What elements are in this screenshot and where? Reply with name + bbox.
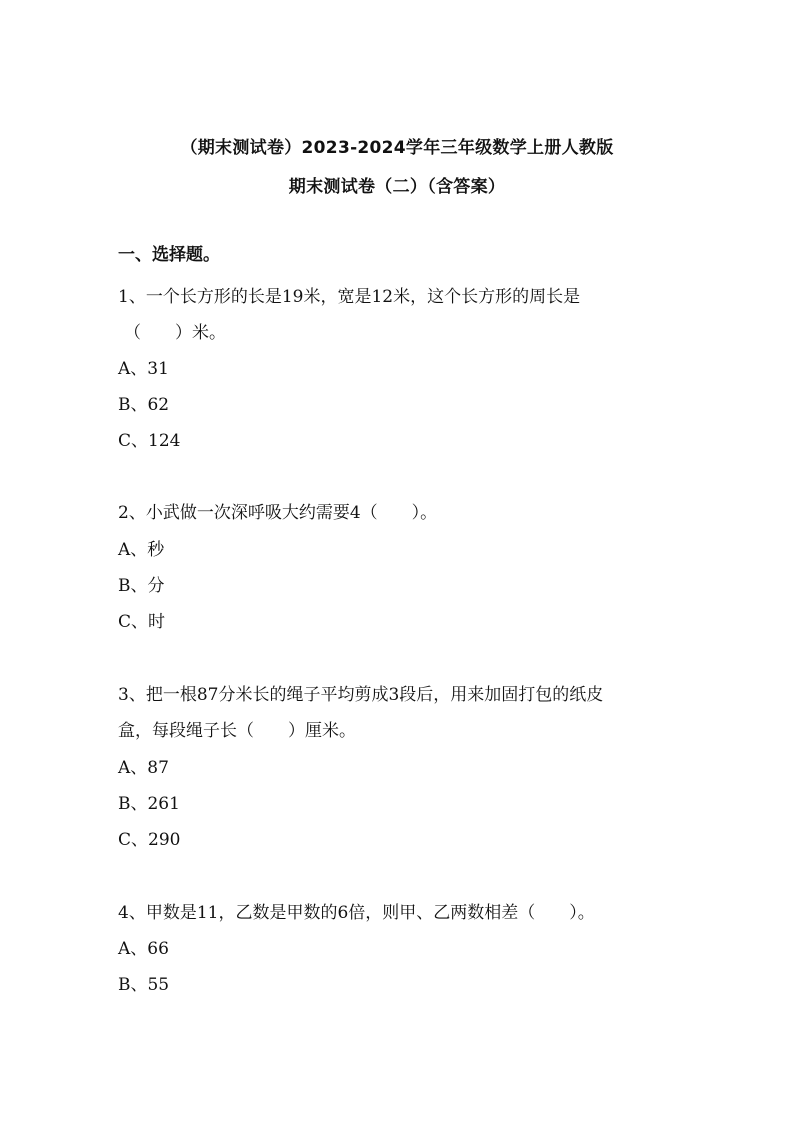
document-title-line-1: （期末测试卷）2023-2024学年三年级数学上册人教版 [180, 138, 614, 158]
question-4-option-b: B、55 [118, 975, 170, 995]
question-1-stem: 1、一个长方形的长是19米，宽是12米，这个长方形的周长是 [118, 287, 581, 307]
question-2-option-b: B、分 [118, 576, 165, 596]
question-2-option-c: C、时 [118, 612, 166, 632]
question-3-option-c: C、290 [118, 830, 181, 850]
question-3-option-b: B、261 [118, 794, 180, 814]
question-2-option-a: A、秒 [118, 540, 165, 560]
question-3-stem-continued: 盒，每段绳子长（ ）厘米。 [118, 721, 356, 741]
question-1-option-b: B、62 [118, 395, 170, 415]
document-title-line-2: 期末测试卷（二）（含答案） [288, 177, 506, 197]
question-2-stem: 2、小武做一次深呼吸大约需要4（ ）。 [118, 503, 438, 523]
question-1-option-c: C、124 [118, 431, 181, 451]
section-heading: 一、选择题。 [118, 245, 220, 265]
question-3-stem: 3、把一根87分米长的绳子平均剪成3段后，用来加固打包的纸皮 [118, 685, 604, 705]
question-1-option-a: A、31 [118, 359, 169, 379]
question-3-option-a: A、87 [118, 758, 169, 778]
question-4-stem: 4、甲数是11，乙数是甲数的6倍，则甲、乙两数相差（ ）。 [118, 903, 595, 923]
question-1-stem-continued: （ ）米。 [124, 323, 226, 343]
question-4-option-a: A、66 [118, 939, 169, 959]
